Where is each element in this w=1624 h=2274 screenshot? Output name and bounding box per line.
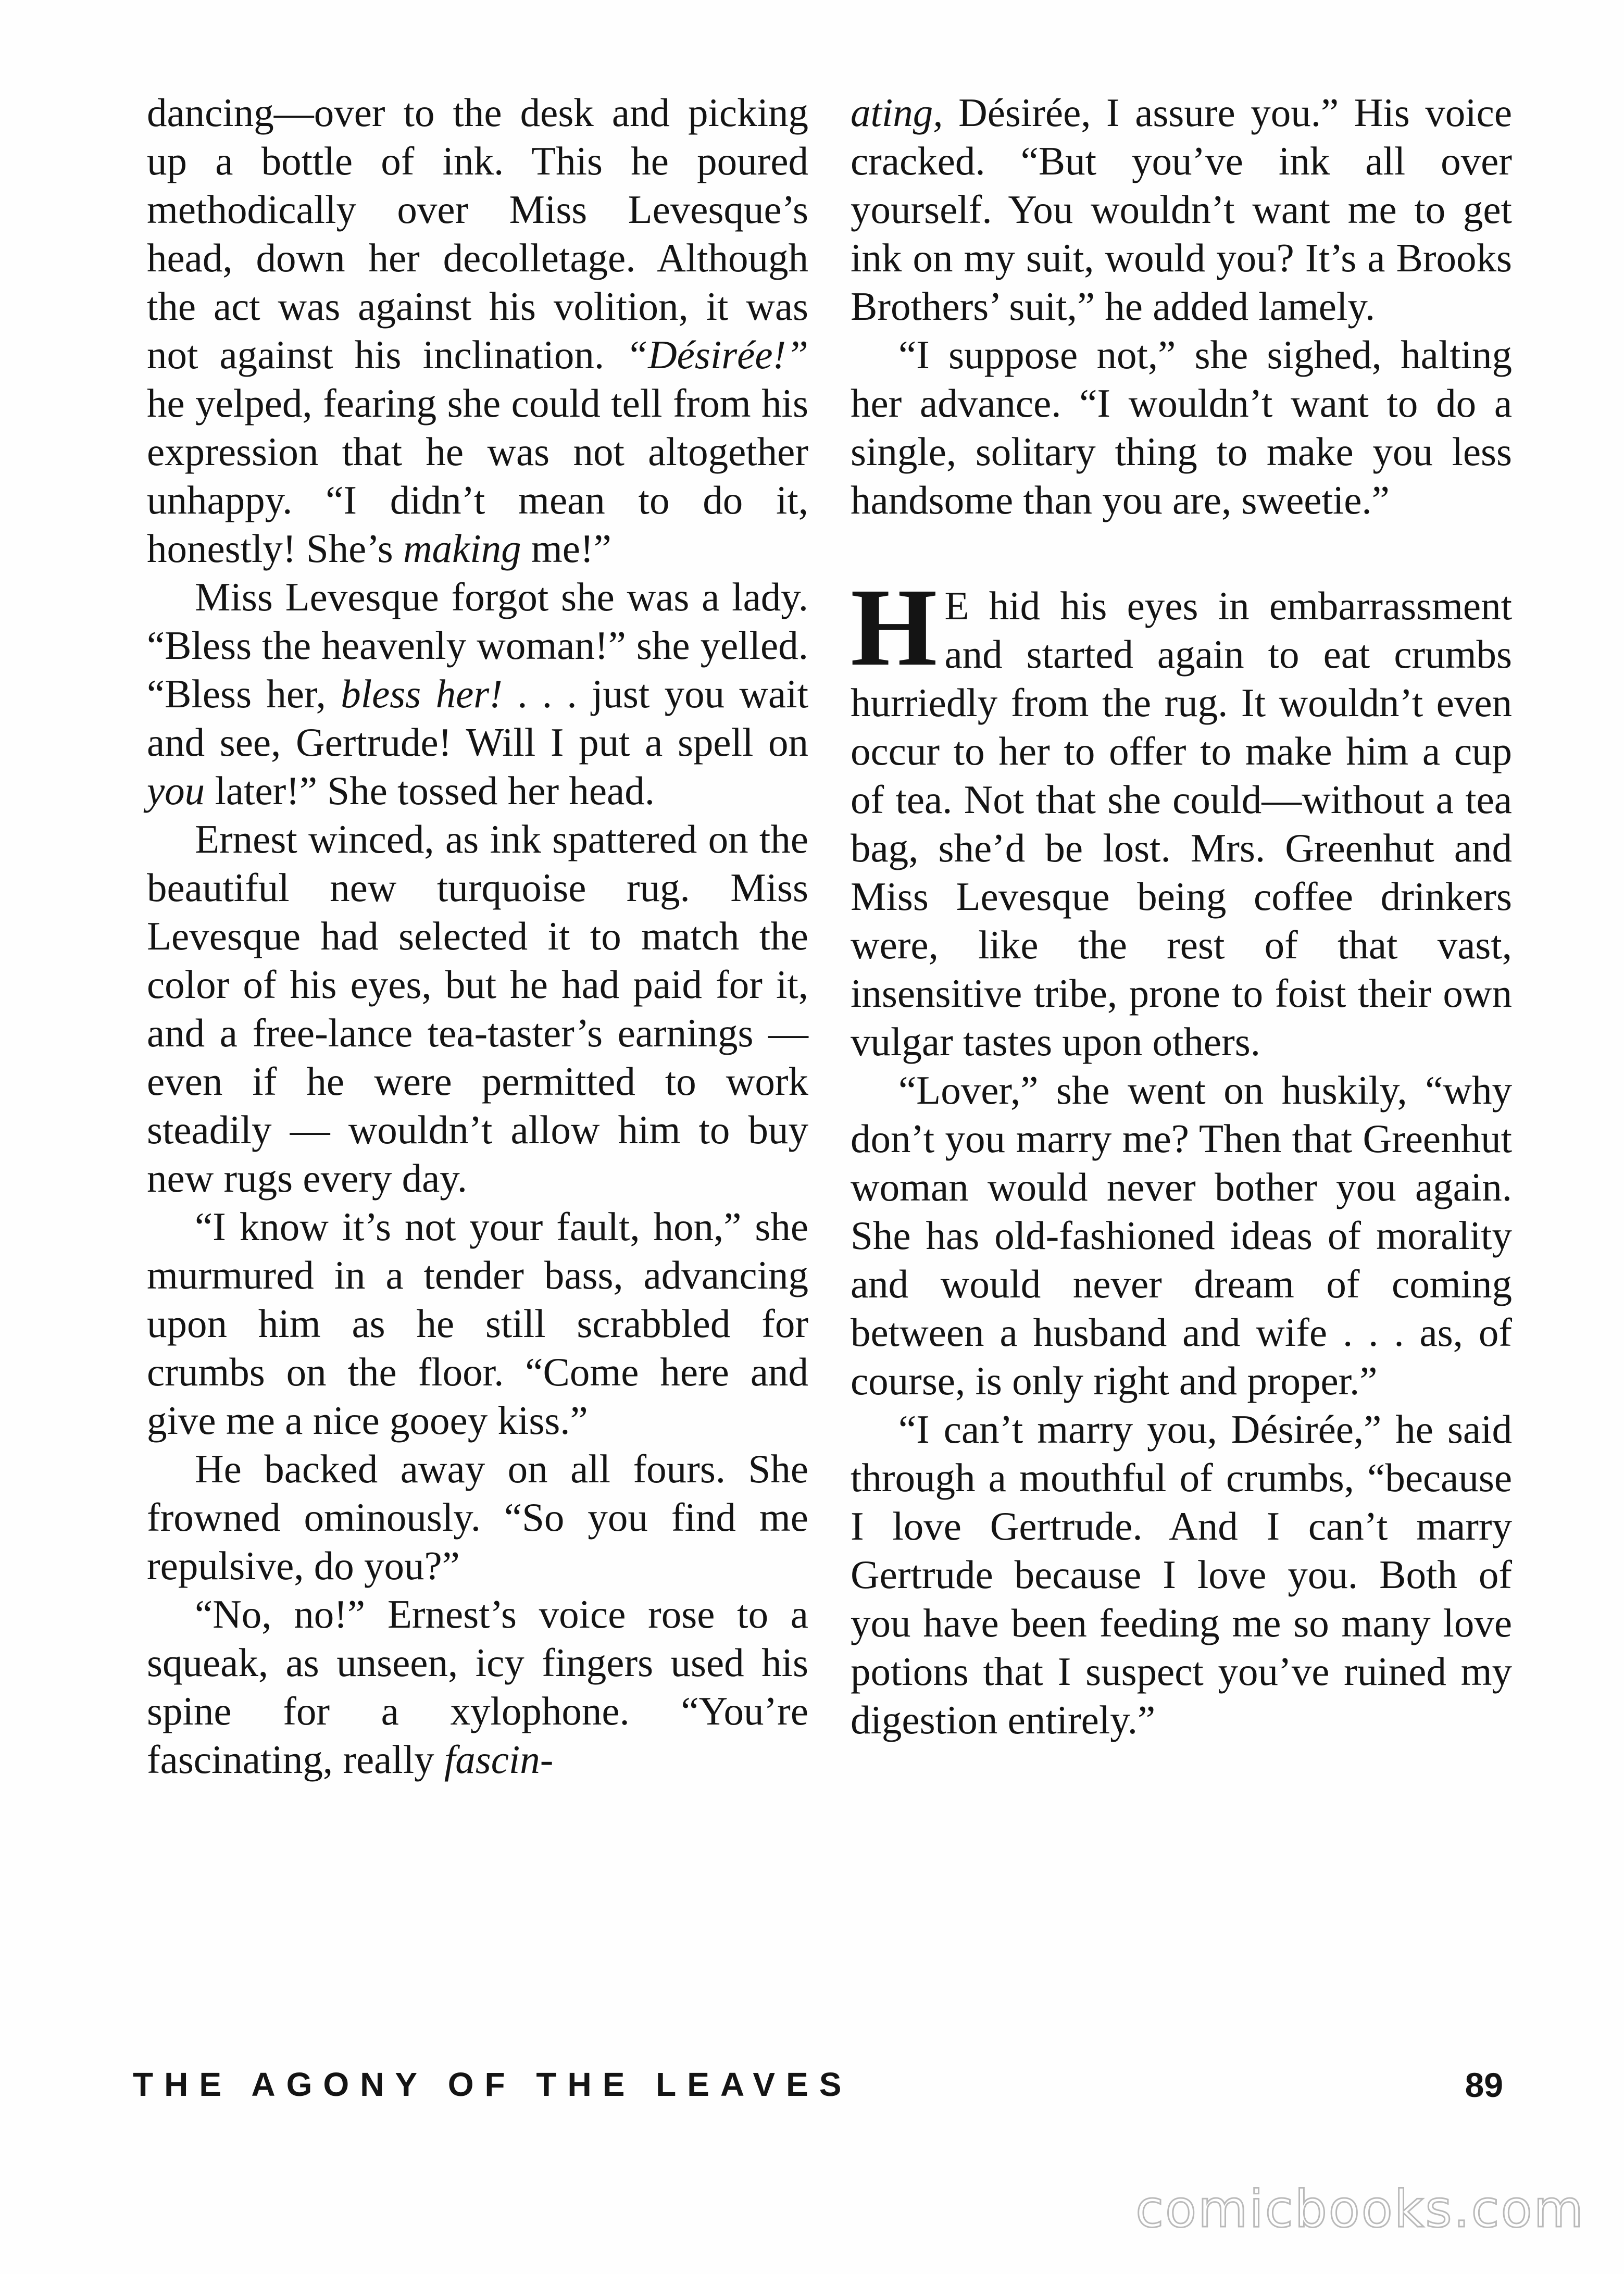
paragraph xyxy=(147,1590,808,1784)
text-run: dancing—over to the desk and picking up a bottle of ink. This he poured methodically over Miss Levesque’s head, down her decolletage. Although the act was against his volition, it was not against his inclination. xyxy=(147,90,808,377)
watermark: comicbooks.com xyxy=(1135,2180,1585,2239)
text-run: Miss Levesque forgot she was a lady. “Bless the heavenly woman!” she yelled. “Bless her, xyxy=(147,574,808,716)
italic-text: you xyxy=(147,768,205,813)
italic-text: “Désirée!” xyxy=(626,332,808,377)
running-footer-title: THE AGONY OF THE LEAVES xyxy=(133,2066,853,2103)
text-column-left xyxy=(147,89,808,1784)
text-run: E hid his eyes in embarrassment and started again to eat crumbs hurriedly from the rug. It wouldn’t even occur to her to offer to make him a cup of tea. Not that she could—without a tea bag, she’d be lost. Mrs. Greenhut and Miss Levesque being coffee drinkers were, like the rest of that vast, insensitive tribe, prone to foist their own vulgar tastes upon others. xyxy=(851,583,1512,1064)
text-run: “No, no!” Ernest’s voice rose to a squeak, as unseen, icy fingers used his spine for a xylophone. “You’re fascinating, really xyxy=(147,1592,808,1782)
italic-text: bless her! xyxy=(341,671,503,716)
italic-text: ating, xyxy=(851,90,943,135)
text-run: Désirée, I assure you.” His voice cracked. “But you’ve ink all over yourself. You wouldn’t want me to get ink on my suit, would you? It’s a Brooks Brothers’ suit,” he added lamely. xyxy=(851,90,1512,329)
text-run: he yelped, fearing she could tell from his expression that he was not altogether unhappy. “I didn’t mean to do it, honestly! She’s xyxy=(147,381,808,571)
paragraph xyxy=(147,89,808,573)
page-number: 89 xyxy=(1465,2066,1503,2104)
paragraph: “I know it’s not your fault, hon,” she murmured in a tender bass, advancing upon him as he still scrabbled for crumbs on the floor. “Come here and give me a nice gooey kiss.” xyxy=(147,1204,808,1443)
text-run: later!” She tossed her head. xyxy=(205,768,655,813)
paragraph: “I can’t marry you, Désirée,” he said through a mouthful of crumbs, “because I love Gertrude. And I can’t marry Gertrude because I love you. Both of you have been feeding me so many love potions that I suspect you’ve ruined my digestion entirely.” xyxy=(851,1407,1512,1742)
paragraph xyxy=(147,573,808,815)
drop-cap: H xyxy=(851,566,938,689)
italic-text: making xyxy=(403,526,521,571)
text-run: . . . just you wait and see, Gertrude! Will I put a spell on xyxy=(147,671,808,765)
italic-text: fascin- xyxy=(444,1737,554,1782)
section-opening-paragraph xyxy=(851,566,1512,1066)
paragraph: He backed away on all fours. She frowned ominously. “So you find me repulsive, do you?” xyxy=(147,1446,808,1588)
paragraph: “Lover,” she went on huskily, “why don’t you marry me? Then that Greenhut woman would never bother you again. She has old-fashioned ideas of morality and would never dream of coming between a husband and wife . . . as, of course, is only right and proper.” xyxy=(851,1068,1512,1403)
paragraph xyxy=(851,89,1512,331)
paragraph: Ernest winced, as ink spattered on the beautiful new turquoise rug. Miss Levesque had selected it to match the color of his eyes, but he had paid for it, and a free-lance tea-taster’s earnings — even if he were permitted to work steadily — wouldn’t allow him to buy new rugs every day. xyxy=(147,817,808,1201)
text-run: me!” xyxy=(521,526,611,571)
text-column-right xyxy=(851,89,1512,1744)
paragraph: “I suppose not,” she sighed, halting her advance. “I wouldn’t want to do a single, solitary thing to make you less handsome than you are, sweetie.” xyxy=(851,332,1512,522)
